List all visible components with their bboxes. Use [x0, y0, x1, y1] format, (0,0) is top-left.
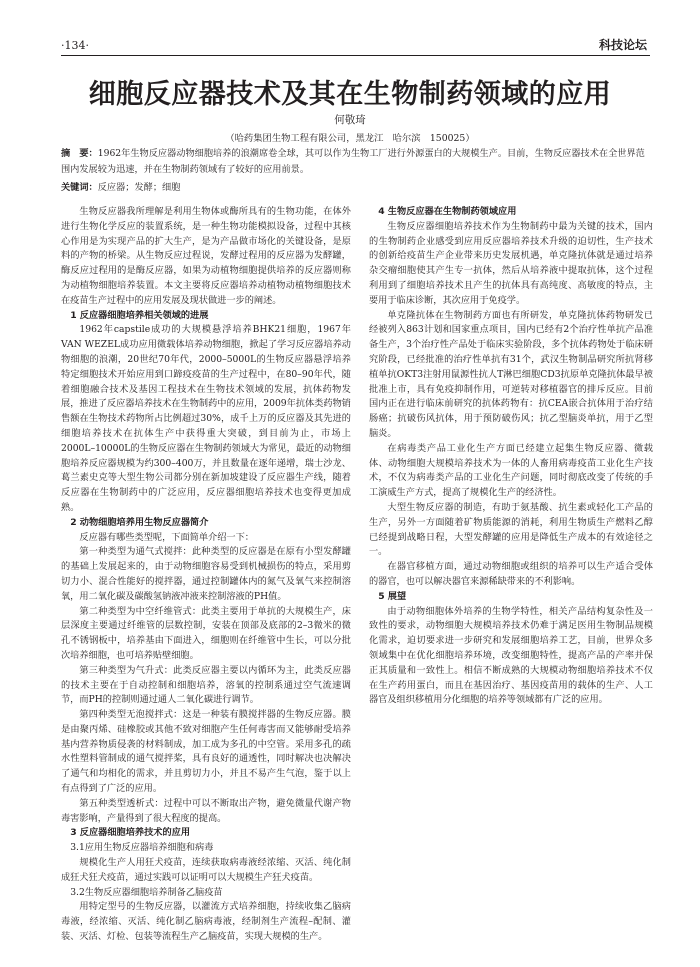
header-rule: [61, 55, 650, 56]
intro-paragraph: 生物反应器我所理解是利用生物体或酶所具有的生物功能，在体外进行生物化学反应的装置系统，是一种生物功能模拟设备，过程中其核心作用是为实现产品的扩大生产，是为产品做市场化的关键设备，是原料的产物的桥梁。从生物反应过程说，发酵过程用的反应器为发酵罐，酶反应过程用的是酶反应器，如果为动植物细胞提供培养的反应器则称为动植物细胞培养装置。本文主要将反应器培养动植物动植物细胞技术在疫苗生产过程中的应用发展及现状做进一步的阐述。: [61, 206, 351, 306]
section-4-paragraph-4: 大型生物反应器的制造，有助于氨基酸、抗生素或轻化工产品的生产，另外一方面随着矿物质能源的消耗，利用生物质生产燃料乙醇已经提到战略日程，大型发酵罐的应用是降低生产成本的有效途径之一。: [369, 501, 653, 558]
section-2-paragraph-2: 第一种类型为通气式搅拌：此种类型的反应器是在原有小型发酵罐的基础上发展起来的，由于动物细胞容易受到机械损伤的特点，采用剪切力小、混合性能好的搅拌器，通过控制罐体内的氮气及氧气来控制溶氧，用二氧化碳及碳酸氢钠液冲液来控制溶液的PH值。: [61, 546, 351, 602]
section-3-heading: 3 反应器细胞培养技术的应用: [70, 827, 191, 839]
abstract-text: 1962年生物反应器动物细胞培养的浪潮席卷全球，其可以作为生物工厂进行外源蛋白的大规模生产。目前，生物反应器技术在全世界范围内发展较为迅速，并在生物制药领域有了较好的应用前景。: [61, 148, 645, 175]
section-1-heading: 1 反应器细胞培养相关领域的进展: [70, 309, 209, 321]
keywords: [61, 179, 650, 193]
section-2-paragraph-3: 第二种类型为中空纤维管式：此类主要用于单抗的大规模生产，床层深度主要通过纤维管的层数控制，安装在顶部及底部的2–3微米的微孔不锈钢板中，培养基由下面进入，细胞则在纤维管中生长，可以分批次培养细胞，也可培养贴壁细胞。: [61, 605, 351, 661]
subsection-3-1-paragraph: 规模化生产人用狂犬疫苗，连续获取病毒液经浓缩、灭活、纯化制成狂犬狂犬疫苗，通过实践可以证明可以大规模生产狂犬疫苗。: [61, 857, 351, 883]
subsection-3-2-paragraph: 用特定型号的生物反应器，以灌流方式培养细胞，持续收集乙脑病毒液，经浓缩、灭活、纯化制乙脑病毒液，经制剂生产流程–配制、灌装、灭活、灯检、包装等流程生产乙脑疫苗，实现大规模的生产。: [61, 901, 351, 943]
subsection-3-2-heading: 3.2生物反应器细胞培养制备乙脑疫苗: [70, 886, 223, 898]
section-4-paragraph-3: 在病毒类产品工业化生产方面已经建立起集生物反应器、微载体、动物细胞大规模培养技术为一体的人畜用病毒疫苗工业化生产技术，不仅为病毒类产品的工业化生产问题，同时彻底改变了传统的手工演威生产方式，提高了规模化生产的经济性。: [369, 442, 653, 499]
page-number: ·134·: [61, 39, 89, 52]
journal-section: 科技论坛: [598, 38, 647, 52]
abstract-label: 摘 要：: [61, 148, 98, 159]
section-1-paragraph: 1962年capstile成功的大规模悬浮培养BHK21细胞，1967年VAN WEZEL成功应用微载体培养动物细胞，掀起了学习反应器培养动物细胞的浪潮，20世纪70年代，2000–5000L的生物反应器悬浮培养特定细胞技术开始应用到口蹄疫疫苗的生产过程中，在80–90年代，随着细胞融合技术及基因工程技术在生物技术领域的发展，抗体药物发展，推进了反应器培养技术在生物制药中的应用，2009年抗体类药物销售额在生物技术药物所占比例超过30%，成千上万的反应器及其先进的细胞培养技术在抗体生产中获得重大突破，到目前为止，市场上2000L–10000L的生物反应器在生物制药领域大为常见，最近的动物细胞培养反应器规模为约300–400万，并且数量在逐年递增，瑞士沙龙、葛兰素史克等大型生物公司都分别在新加坡建设了反应器生产线，随着反应器在生物制药中的广泛应用，反应器细胞培养技术也变得更加成熟。: [61, 324, 351, 513]
section-5-heading: 5 展望: [378, 590, 407, 602]
author: 何敬琦: [334, 114, 366, 126]
section-2-paragraph-1: 反应器有哪些类型呢，下面简单介绍一下：: [79, 531, 254, 543]
section-5-paragraph: 由于动物细胞体外培养的生物学特性，相关产品结构复杂性及一致性的要求，动物细胞大规模培养技术仍难于满足医用生物制品规模化需求，迫切要求进一步研究和发展细胞培养工艺，目前，世界众多领域集中在优化细胞培养环境，改变细胞特性，提高产品的产率并保正其质量和一致性上。相信不断成熟的大规模动物细胞培养技术不仅在生产药用蛋白，而且在基因治疗、基因疫苗用的载体的生产、人工器官及组织移植用分化细胞的培养等领域都有广泛的应用。: [369, 605, 653, 706]
right-column: [369, 205, 653, 708]
subsection-3-1-heading: 3.1应用生物反应器培养细胞和病毒: [70, 842, 214, 854]
keywords-text: 反应器；发酵；细胞: [97, 182, 181, 193]
abstract: [61, 146, 650, 178]
section-2-paragraph-6: 第五种类型透析式：过程中可以不断取出产物，避免微量代谢产物毒害影响，产量得到了很大程度的提高。: [61, 797, 351, 824]
left-column: [61, 205, 351, 945]
section-4-paragraph-5: 在器官移植方面，通过动物细胞或组织的培养可以生产适合受体的器官，也可以解决器官来源稀缺带来的不利影响。: [369, 561, 653, 587]
section-4-paragraph-1: 生物反应器细胞培养技术作为生物制药中最为关键的技术，国内的生物制药企业感受到应用反应器培养技术升级的迫切性，生产技术的创新给疫苗生产企业带来历史发展机遇，单克隆抗体就是通过培养杂交瘤细胞使其产生专一抗体，然后从培养液中提取抗体，这个过程利用到了细胞培养技术且产生的抗体具有高纯度、高敏度的特点，主要用于临床诊断，其次应用于免疫学。: [369, 220, 653, 306]
affiliation: （哈药集团生物工程有限公司，黑龙江 哈尔滨 150025）: [225, 133, 475, 144]
keywords-label: 关键词：: [61, 182, 98, 193]
section-2-heading: 2 动物细胞培养用生物反应器简介: [70, 516, 209, 528]
section-2-paragraph-4: 第三种类型为气升式：此类反应器主要以内循环为主，此类反应器的技术主要在于自动控制和细胞培养，溶氧的控制系通过空气流速调节，而PH的控制则通过通人二氧化碳进行调节。: [61, 664, 351, 706]
article-title: 细胞反应器技术及其在生物制药领域的应用: [88, 79, 612, 110]
section-4-paragraph-2: 单克隆抗体在生物制药方面也有所研发，单克隆抗体药物研发已经被列入863计划和国家重点项目，国内已经有2个治疗性单抗产品准备生产，3个治疗性产品处于临床实验阶段，多个抗体药物处于临床研究阶段，已经批准的治疗性单抗有31个，武汉生物制品研究所抗肾移植单抗OKT3注射用鼠源性抗人T淋巴细胞CD3抗原单克隆抗体最早被批准上市，具有免疫抑制作用，可逆转对移植器官的排斥反应。目前国内正在进行临床前研究的抗体药物有：抗CEA嵌合抗体用于治疗结肠癌；抗破伤风抗体，用于预防破伤风；抗乙型脑炎单抗，用于乙型脑炎。: [369, 309, 653, 439]
section-2-paragraph-5: 第四种类型无泡搅拌式：这是一种装有膜搅拌器的生物反应器。膜是由聚丙烯、硅橡胶或其他不致对细胞产生任何毒害而又能够耐受培养基内营养物质侵袭的材料制成，加工成为多孔的中空管。采用多孔的疏水性塑料管制成的通气搅拌桨，具有良好的通透性，同时解决也决解决了通气和均相化的需求，并且剪切力小，并且不易产生气泡，鉴于以上有点得到了广泛的应用。: [61, 709, 351, 795]
section-4-heading: 4 生物反应器在生物制药领域应用: [378, 206, 517, 217]
